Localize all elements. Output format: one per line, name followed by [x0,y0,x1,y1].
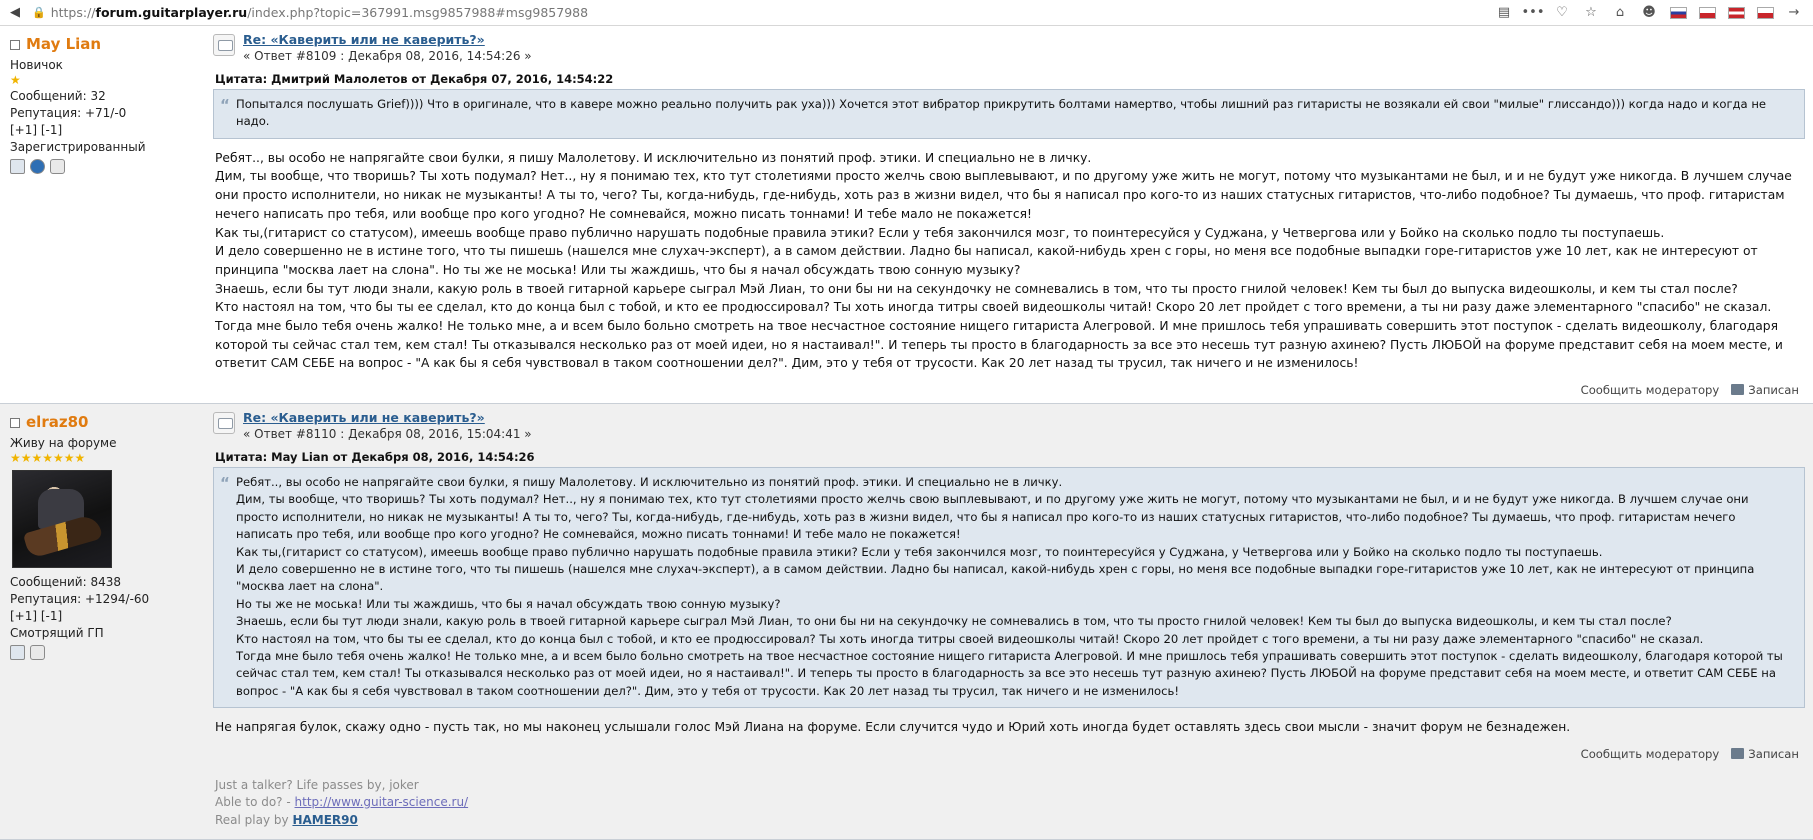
home-icon[interactable]: ⌂ [1615,5,1625,20]
post-subject-link[interactable]: Re: «Каверить или не каверить?» [243,410,485,426]
message-type-icon [213,412,235,434]
favorite-star-icon[interactable]: ☆ [1585,5,1597,20]
post-footer [213,741,1805,763]
post-item [0,26,1813,404]
author-reputation: Репутация: +1294/-60 [10,591,150,606]
post-meta: « Ответ #8110 : Декабря 08, 2016, 15:04:41 » [243,427,532,442]
signature-username-link[interactable]: HAMER90 [292,812,358,827]
offline-status-icon [10,40,20,50]
signature-line [215,812,1805,829]
signature-line [215,794,1805,811]
message-icon[interactable] [30,645,45,660]
user-icon[interactable]: ☻ [1642,5,1656,20]
url-path: /index.php?topic=367991.msg9857988#msg9857988 [247,5,589,20]
quote-block [213,89,1805,139]
logged-label: Записан [1731,383,1799,397]
back-arrow-icon[interactable]: ◀ [10,5,20,20]
quote-paragraph: И дело совершенно не в истине того, что ты пишешь (нашелся мне слухач-эксперт), а в самом действии. Ладно бы написал, какой-нибудь хрен с горы, но меня все подобные выпадки горе-гитаристов уже 10 лет, как не интересуют от принципа "москва лает на слона". [236,561,1755,594]
message-icon[interactable] [50,159,65,174]
author-username[interactable]: elraz80 [26,413,89,432]
offline-status-icon [10,418,20,428]
post-paragraph: Ребят.., вы особо не напрягайте свои булки, я пишу Малолетову. И исключительно из понятий проф. этики. И специально не в личку. [215,150,1092,165]
quote-mark-icon: “ [220,474,230,493]
profile-icon[interactable] [10,159,25,174]
post-text [215,149,1805,373]
quote-paragraph: Тогда мне было тебя очень жалко! Не только мне, а и всем было больно смотреть на твое несчастное состояние нищего гитариста Алегровой. И мне пришлось тебя упрашивать совершить этот поступок - сделать видеошколу, благодаря которой ты сейчас стал тем, кем стал! Ты отказывался несколько раз от моей идеи, но я настаивал!". И теперь ты просто в благодарность за все это несешь тут разную ахинею? Пусть ЛЮБОЙ на форуме представит себя на моем месте, и ответит САМ СЕБЕ на вопрос - "А как бы я себя чувствовал в таком соотношении дел?". Дим, это у тебя от трусости. Как 20 лет назад ты трусил, так ничего и не изменилось! [236,648,1783,698]
signature-text: Able to do? - [215,795,295,810]
report-to-moderator-link[interactable]: Сообщить модератору [1580,746,1720,761]
logged-label: Записан [1731,747,1799,761]
flag-ru-icon[interactable] [1669,4,1687,22]
quote-paragraph: Кто настоял на том, что бы ты ее сделал, кто до конца был с тобой, и кто ее продюссировал? Ты хоть иногда титры своей видеошколы читай! Скоро 20 лет пройдет с того времени, а ты ни разу даже элементарного "спасибо" не сказал. [236,631,1704,646]
post-paragraph: Знаешь, если бы тут люди знали, какую роль в твоей гитарной карьере сыграл Мэй Лиан, то они бы ни на секундочку не сомневались в том, что ты просто гнилой человек! Кем ты был до выпуска видеошколы, и кем ты стал после? [215,281,1738,296]
address-bar[interactable] [26,2,1495,24]
url-host: forum.guitarplayer.ru [95,5,248,20]
post-text [215,718,1805,737]
author-karma-controls[interactable]: [+1] [-1] [10,608,63,623]
flag-cz-icon[interactable] [1698,4,1716,22]
quote-paragraph: Как ты,(гитарист со статусом), имеешь вообще право публично нарушать подобные правила этики? Если у тебя закончился мозг, то поинтересуйся у Суджана, у Четвергова или у Бойко на сколько подло ты поступаешь. [236,544,1603,559]
shield-icon[interactable]: ♡ [1556,5,1568,20]
author-registered-label: Зарегистрированный [10,139,146,154]
flag-pl-icon[interactable] [1756,4,1774,22]
author-karma-controls[interactable]: [+1] [-1] [10,122,63,137]
quote-header: Цитата: Дмитрий Малолетов от Декабря 07, 2016, 14:54:22 [215,72,614,86]
author-stars: ★ [10,73,21,88]
post-paragraph: Дим, ты вообще, что творишь? Ты хоть подумал? Нет.., ну я понимаю тех, кто тут столетиями просто желчь свою выплевывают, и по другому уже жить не могут, потому что музыкантами не был, и и не будут уже никогда. В лучшем случае они просто исполнители, но никак не музыканты! А ты то, чего? Ты, когда-нибудь, где-нибудь, хоть раз в жизни видел, что бы я написал про кого-то из наших статусных гитаристов, что-либо подобное? Ты думаешь, что проф. гитаристам нечего написать про тебя, или вообще про кого угодно? Не сомневайся, можно писать тоннами! И тебе мало не покажется! [215,169,1792,221]
signature-text: Real play by [215,812,293,827]
signature-line: Just a talker? Life passes by, joker [215,777,419,792]
quote-paragraph: Ребят.., вы особо не напрягайте свои булки, я пишу Малолетову. И исключительно из понятий проф. этики. И специально не в личку. [236,475,1063,490]
post-paragraph: Кто настоял на том, что бы ты ее сделал, кто до конца был с тобой, и кто ее продюссировал? Ты хоть иногда титры своей видеошколы читай! Скоро 20 лет пройдет с того времени, а ты ни разу даже элементарного "спасибо" не сказал. [215,300,1772,315]
message-type-icon [213,34,235,56]
quote-paragraph: Знаешь, если бы тут люди знали, какую роль в твоей гитарной карьере сыграл Мэй Лиан, то они бы ни на секундочку не сомневались в том, что ты просто гнилой человек! Кем ты был до выпуска видеошколы, и кем ты стал после? [236,614,1672,629]
author-contact-icons [10,645,197,660]
author-registered-label: Смотрящий ГП [10,625,104,640]
browser-action-icons [1495,4,1809,22]
url-scheme: https:// [50,5,96,20]
quote-header: Цитата: May Lian от Декабря 08, 2016, 14:54:26 [215,450,535,465]
quote-text: Попытался послушать Grief)))) Что в оригинале, что в кавере можно реально получить рак уха))) Хочется этот вибратор прикрутить болтами намертво, чтобы лишний раз гитаристы не возякали ей свои "милые" глиссандо))) когда надо и когда не надо. [236,97,1767,129]
author-stars: ★★★★★★★ [10,451,86,466]
post-subject-link[interactable]: Re: «Каверить или не каверить?» [243,32,485,47]
author-contact-icons [10,159,197,174]
logged-icon [1731,748,1744,759]
forum-topic-page [0,26,1813,840]
website-icon[interactable] [30,159,45,174]
post-meta: « Ответ #8109 : Декабря 08, 2016, 14:54:26 » [243,49,532,63]
post-paragraph: И дело совершенно не в истине того, что ты пишешь (нашелся мне слухач-эксперт), а в самом действии. Ладно бы написал, какой-нибудь хрен с горы, но меня все подобные выпадки горе-гитаристов уже 10 лет, как не интересуют от принципа "москва лает на слона". Но ты же не моська! Или ты жаждишь, что бы я начал обсуждать твою сонную музыку? [215,244,1758,277]
author-reputation: Репутация: +71/-0 [10,105,127,120]
author-messages-count: Сообщений: 32 [10,88,106,103]
lock-icon: 🔒 [32,6,46,19]
forward-arrow-icon[interactable]: → [1788,5,1800,20]
post-author-panel [0,26,205,403]
author-username[interactable]: May Lian [26,35,102,53]
profile-icon[interactable] [10,645,25,660]
browser-toolbar [0,0,1813,26]
logged-icon [1731,384,1744,395]
quote-mark-icon: “ [220,96,230,114]
flag-at-icon[interactable] [1727,4,1745,22]
reader-view-icon[interactable]: ▤ [1497,5,1511,20]
author-messages-count: Сообщений: 8438 [10,574,121,589]
avatar [12,470,112,568]
post-paragraph: Не напрягая булок, скажу одно - пусть так, но мы наконец услышали голос Мэй Лиана на форуме. Если случится чудо и Юрий хоть иногда будет оставлять здесь свои мысли - значит форум не безнадежен. [215,720,1571,735]
post-item [0,404,1813,840]
post-signature [215,777,1805,829]
quote-paragraph: Но ты же не моська! Или ты жаждишь, что бы я начал обсуждать твою сонную музыку? [236,596,781,611]
quote-paragraph: Дим, ты вообще, что творишь? Ты хоть подумал? Нет.., ну я понимаю тех, кто тут столетиями просто желчь свою выплевывают, и по другому уже жить не могут, потому что музыкантами не был, и и не будут уже никогда. В лучшем случае они просто исполнители, но никак не музыканты! А ты то, чего? Ты, когда-нибудь, где-нибудь, хоть раз в жизни видел, что бы я написал про кого-то из наших статусных гитаристов, что-либо подобное? Ты думаешь, что проф. гитаристам нечего написать про тебя, или вообще про кого угодно? Не сомневайся, можно писать тоннами! И тебе мало не покажется! [236,492,1749,542]
report-to-moderator-link[interactable]: Сообщить модератору [1580,383,1720,398]
post-footer [213,377,1805,399]
author-rank: Живу на форуме [10,436,117,451]
post-author-panel [0,404,205,839]
post-body [205,404,1813,839]
author-rank: Новичок [10,58,63,73]
more-options-icon[interactable]: ••• [1521,5,1545,20]
post-paragraph: Тогда мне было тебя очень жалко! Не только мне, а и всем было больно смотреть на твое несчастное состояние нищего гитариста Алегровой. И мне пришлось тебя упрашивать совершить этот поступок - сделать видеошколу, благодаря которой ты сейчас стал тем, кем стал! Ты отказывался несколько раз от моей идеи, но я настаивал!". И теперь ты просто в благодарность за все это несешь тут разную ахинею? Пусть ЛЮБОЙ на форуме представит себя на моем месте, и ответит САМ СЕБЕ на вопрос - "А как бы я себя чувствовал в таком соотношении дел?". Дим, это у тебя от трусости. Как 20 лет назад ты трусил, так ничего и не изменилось! [215,318,1783,371]
signature-link[interactable]: http://www.guitar-science.ru/ [294,795,469,810]
post-paragraph: Как ты,(гитарист со статусом), имеешь вообще право публично нарушать подобные правила этики? Если у тебя закончился мозг, то поинтересуйся у Суджана, у Четвергова или у Бойко на сколько подло ты поступаешь. [215,225,1665,240]
quote-block [213,467,1805,708]
post-body [205,26,1813,403]
